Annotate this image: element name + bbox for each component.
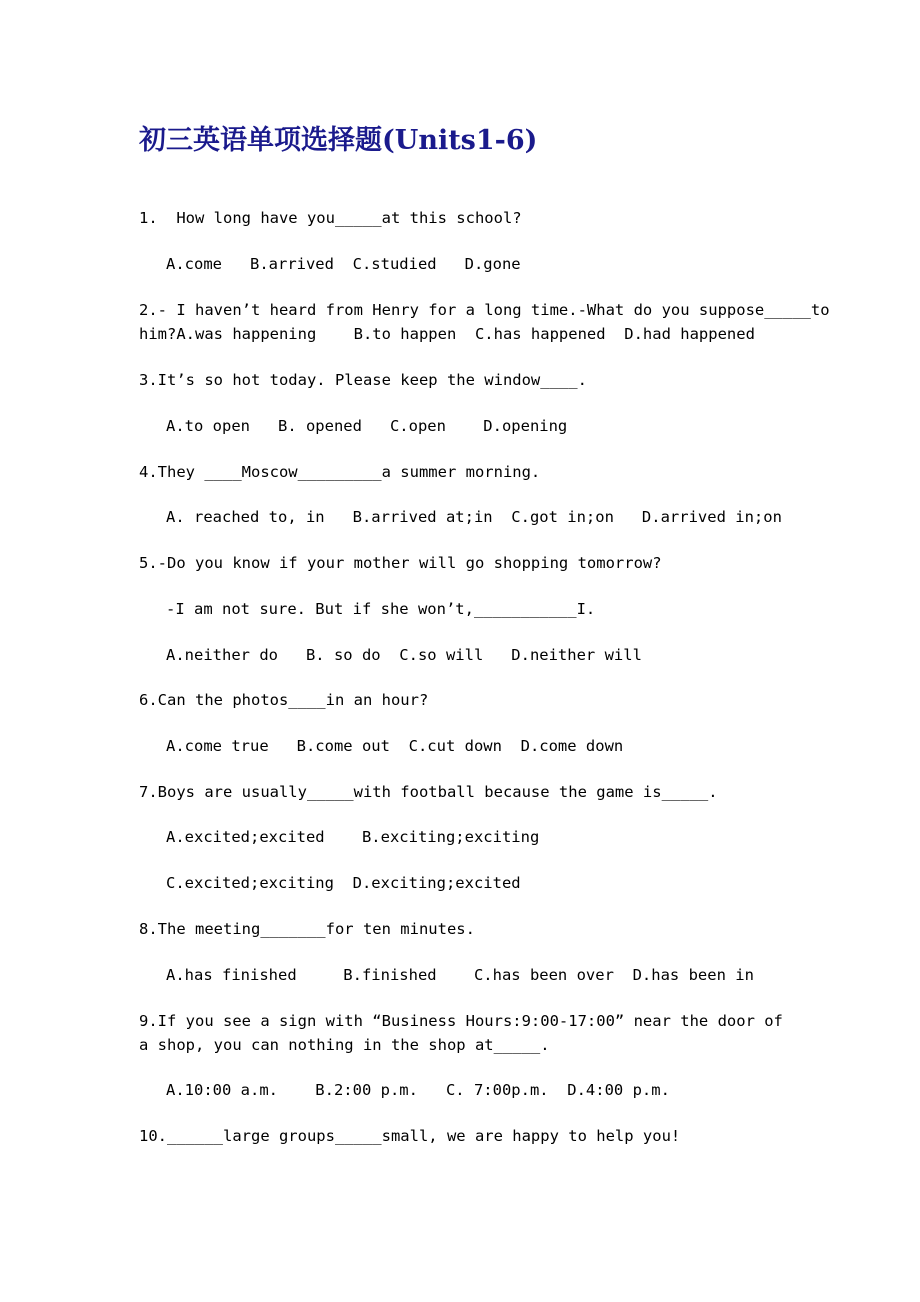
- question-9: 9.If you see a sign with “Business Hours:9:00-17:00” near the door of: [139, 1012, 783, 1030]
- question-8-options: A.has finished B.finished C.has been over D.has been in: [166, 966, 754, 984]
- question-10: 10.______large groups_____small, we are happy to help you!: [139, 1127, 681, 1145]
- question-3: 3.It’s so hot today. Please keep the window____.: [139, 371, 587, 389]
- question-6-options: A.come true B.come out C.cut down D.come down: [166, 737, 624, 755]
- question-9-options: A.10:00 a.m. B.2:00 p.m. C. 7:00p.m. D.4:00 p.m.: [166, 1081, 670, 1099]
- question-4-options: A. reached to, in B.arrived at;in C.got in;on D.arrived in;on: [166, 508, 782, 526]
- question-4: 4.They ____Moscow_________a summer morning.: [139, 463, 541, 481]
- document-title: 初三英语单项选择题(Units1-6): [139, 125, 538, 156]
- question-3-options: A.to open B. opened C.open D.opening: [166, 417, 568, 435]
- question-1-options: A.come B.arrived C.studied D.gone: [166, 255, 521, 273]
- question-5: 5.-Do you know if your mother will go shopping tomorrow?: [139, 554, 662, 572]
- question-1: 1. How long have you_____at this school?: [139, 209, 522, 227]
- question-7-options-cd: C.excited;exciting D.exciting;excited: [166, 874, 521, 892]
- question-8: 8.The meeting_______for ten minutes.: [139, 920, 475, 938]
- question-9-continued: a shop, you can nothing in the shop at_____.: [139, 1036, 550, 1054]
- question-7: 7.Boys are usually_____with football because the game is_____.: [139, 783, 718, 801]
- question-5-reply: -I am not sure. But if she won’t,___________I.: [166, 600, 596, 618]
- question-2: 2.- I haven’t heard from Henry for a long time.-What do you suppose_____to: [139, 301, 830, 319]
- question-5-options: A.neither do B. so do C.so will D.neither will: [166, 646, 642, 664]
- question-6: 6.Can the photos____in an hour?: [139, 691, 429, 709]
- question-7-options-ab: A.excited;excited B.exciting;exciting: [166, 828, 540, 846]
- question-2-options: him?A.was happening B.to happen C.has happened D.had happened: [139, 325, 755, 343]
